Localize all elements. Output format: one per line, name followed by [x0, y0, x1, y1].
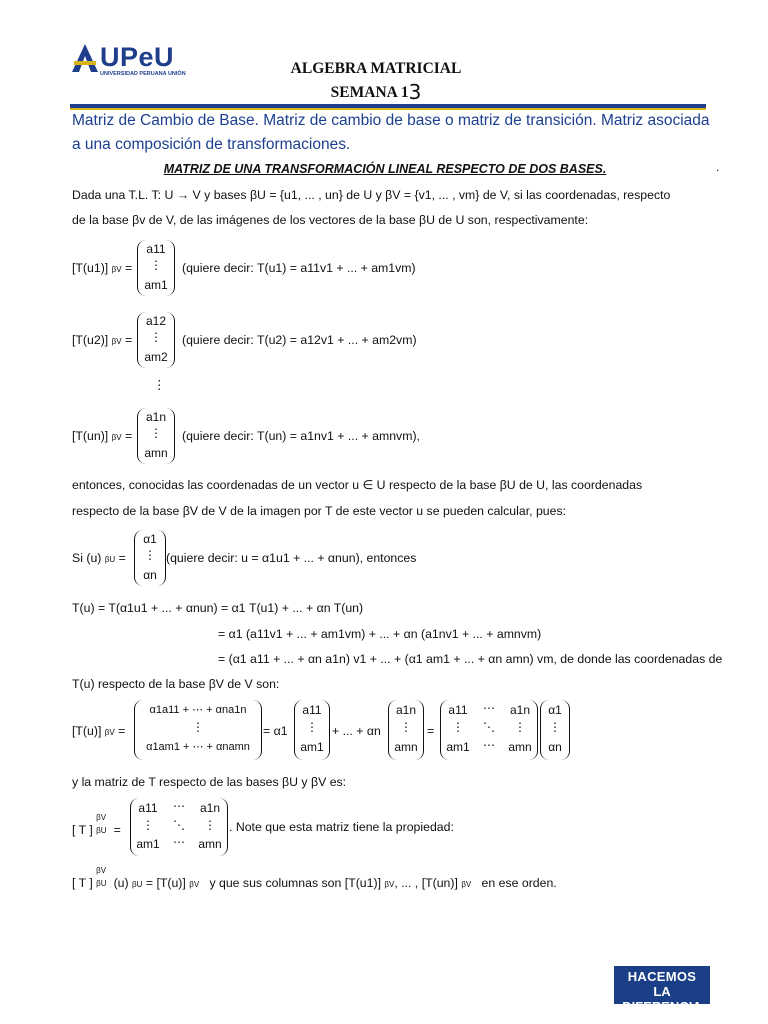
paragraph-1: Dada una T.L. T: U → V y bases βU = {u1, ... , un} de U y βV = {v1, ... , vm} de V, si las coordenadas, respecto — [72, 188, 671, 202]
plus-dots: + ... + αn — [332, 724, 381, 738]
paragraph-5: T(u) respecto de la base βV de V son: — [72, 677, 280, 691]
logo-subtext: UNIVERSIDAD PERUANA UNIÓN — [100, 71, 186, 77]
page-title: ALGEBRA MATRICIAL — [290, 60, 462, 77]
section-title: MATRIZ DE UNA TRANSFORMACIÓN LINEAL RESPECTO DE DOS BASES. — [163, 162, 607, 176]
equation-3: = (α1 a11 + ... + αn a1n) v1 + ... + (α1 am1 + ... + αn amn) vm, de donde las coordenadas de — [218, 652, 723, 666]
row3-vector: a1n ⋮ amn — [137, 408, 175, 464]
tmatrix-note: . Note que esta matriz tiene la propiedad: — [229, 820, 454, 834]
alpha-vector: α1 ⋮ αn — [134, 530, 166, 586]
paragraph-6: y la matriz de T respecto de las bases βU y βV es: — [72, 775, 347, 789]
row2-lhs: [T(u2)] βV = — [72, 333, 133, 347]
equals-2: = — [427, 724, 435, 738]
row3-note: (quiere decir: T(un) = a1nv1 + ... + amnvm), — [182, 429, 420, 443]
product-vector: α1a11 + ⋯ + αna1n ⋮ α1am1 + ⋯ + αnamn — [134, 700, 262, 760]
section-dot: . — [716, 160, 720, 174]
column-1-vector: a11 ⋮ am1 — [294, 700, 330, 760]
header-divider-accent — [70, 108, 706, 110]
upeu-logo — [72, 44, 202, 78]
si-lhs: Si (u) βU = — [72, 551, 126, 565]
row1-vector: a11 ⋮ am1 — [137, 240, 175, 296]
row2-vector: a12 ⋮ am2 — [137, 312, 175, 368]
week-label: SEMANA 13 — [330, 80, 422, 104]
logo-text: UPeU — [100, 42, 175, 72]
footer-line-1: HACEMOS — [627, 969, 697, 984]
column-n-vector: a1n ⋮ amn — [388, 700, 424, 760]
tmatrix-lhs: [ T ] βV βU = — [72, 813, 121, 837]
subtitle-line-1: Matriz de Cambio de Base. Matriz de cambio de base o matriz de transición. Matriz asociada — [72, 112, 710, 129]
big-lhs: [T(u)] βV = — [72, 724, 126, 738]
matrix-T: a11 ⋯ a1n ⋮ ⋱ ⋮ am1 ⋯ amn — [130, 798, 228, 856]
equals-1: = α1 — [263, 724, 288, 738]
row3-lhs: [T(un)] βV = — [72, 429, 133, 443]
footer-badge — [614, 966, 710, 1014]
subtitle-line-2: a una composición de transformaciones. — [72, 136, 351, 153]
week-handwritten-number: 3 — [408, 80, 422, 104]
upeu-logo-icon — [72, 44, 98, 72]
footer-line-2: LA DIFERENCIA — [622, 984, 702, 1014]
matrix-A: a11 ⋯ a1n ⋮ ⋱ ⋮ am1 ⋯ amn — [440, 700, 538, 760]
property-line: [ T ] βV βU (u) βU = [T(u)] βV y que sus columnas son [T(u1)] βV, ... , [T(un)] βV en ese orden. — [72, 866, 557, 890]
row2-note: (quiere decir: T(u2) = a12v1 + ... + am2vm) — [182, 333, 417, 347]
paragraph-2: de la base βv de V, de las imágenes de los vectores de la base βU de U son, respectivamente: — [72, 213, 589, 227]
si-note: (quiere decir: u = α1u1 + ... + αnun), entonces — [166, 551, 417, 565]
alpha-vector-2: α1 ⋮ αn — [540, 700, 570, 760]
equation-1: T(u) = T(α1u1 + ... + αnun) = α1 T(u1) + ... + αn T(un) — [72, 601, 364, 615]
paragraph-3: entonces, conocidas las coordenadas de un vector u ∈ U respecto de la base βU de U, las coordenadas — [72, 478, 643, 492]
vertical-dots: ⋮ — [153, 378, 166, 392]
paragraph-4: respecto de la base βV de V de la imagen por T de este vector u se pueden calcular, pues: — [72, 504, 567, 518]
row1-lhs: [T(u1)] βV = — [72, 261, 133, 275]
equation-2: = α1 (a11v1 + ... + am1vm) + ... + αn (a1nv1 + ... + amnvm) — [218, 627, 542, 641]
row1-note: (quiere decir: T(u1) = a11v1 + ... + am1vm) — [182, 261, 416, 275]
